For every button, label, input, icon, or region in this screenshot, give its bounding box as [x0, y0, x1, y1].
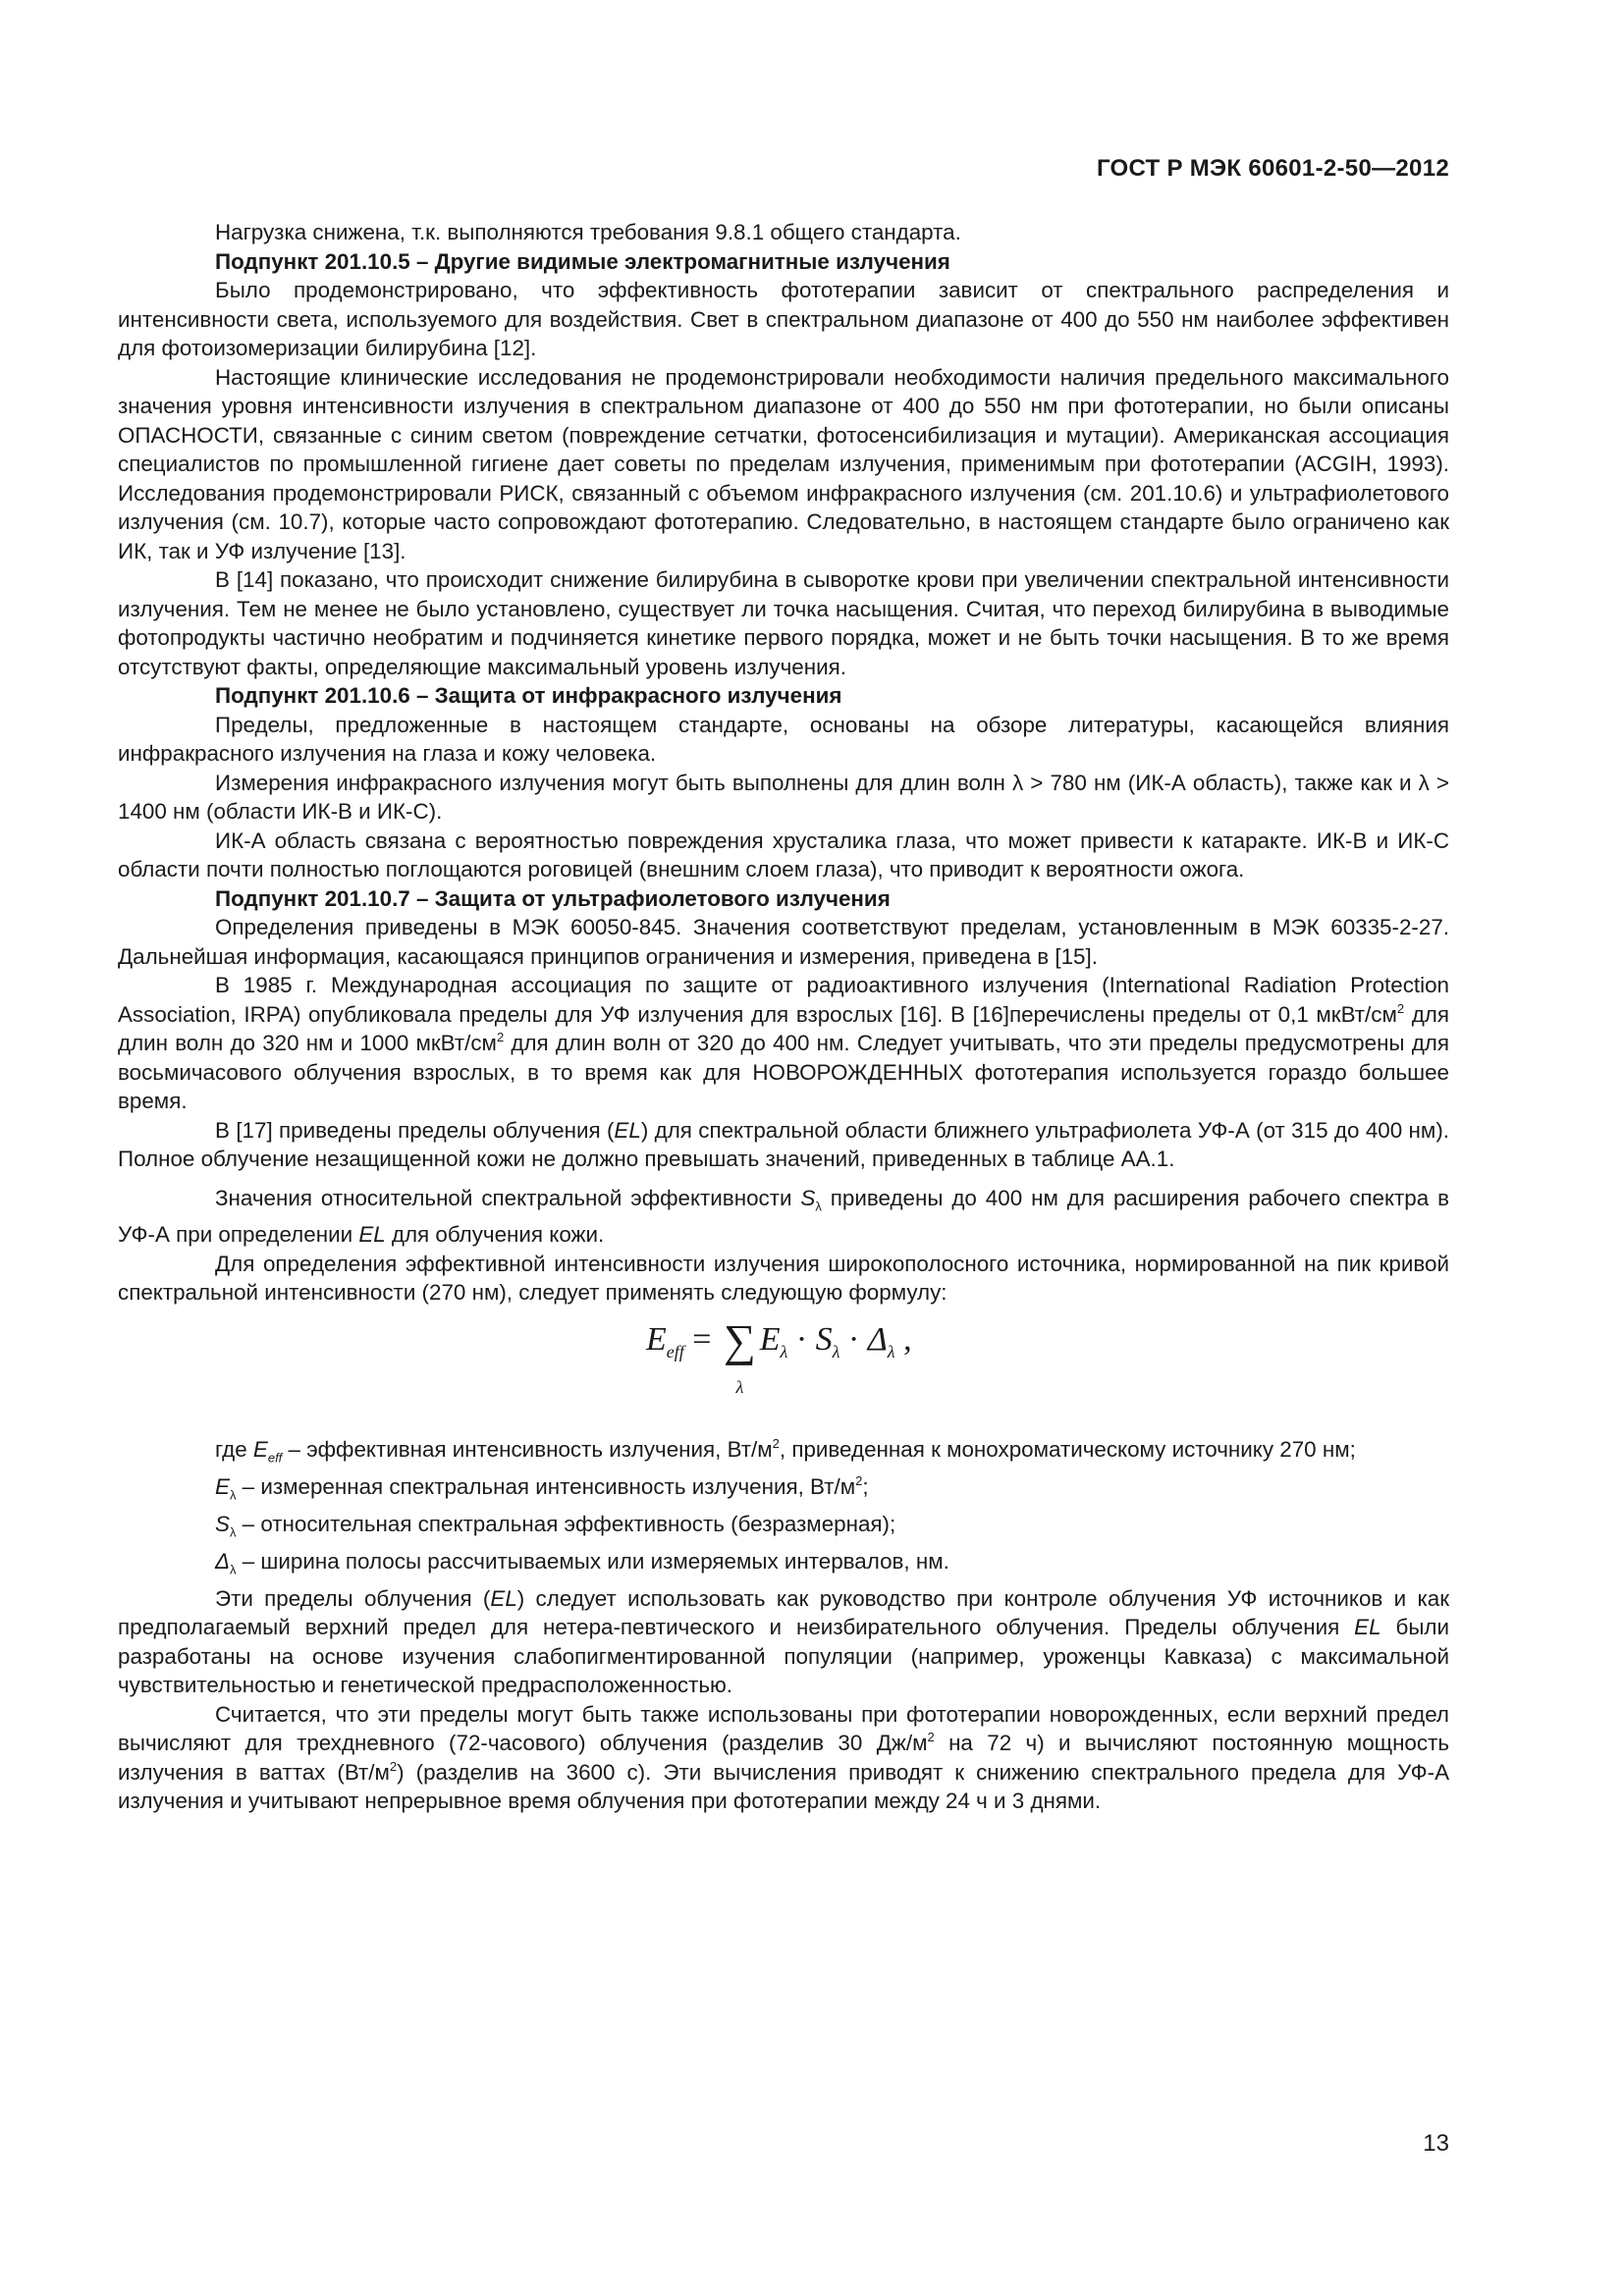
text-run: EL — [490, 1585, 517, 1611]
text-run: ) следует использовать как руководство при контроле облучения УФ источников и как предполагаемый верхний предел для нетера-певтического и неизбирательного облучения. Пределы облучения — [118, 1585, 1450, 1640]
formula-dot: · — [787, 1320, 816, 1358]
page-number: 13 — [1423, 2130, 1449, 2157]
text-run: EL — [614, 1117, 641, 1143]
text-run: – относительная спектральная эффективность (безразмерная); — [236, 1511, 896, 1536]
paragraph: Настоящие клинические исследования не продемонстрировали необходимости наличия предельного максимального значения уровня интенсивности излучения в спектральном диапазоне от 400 до 550 нм при фототерапии, но были описаны ОПАСНОСТИ, связанные с синим светом (повреждение сетчатки, фотосенсибилизация и мутации). Американская ассоциация специалистов по промышленной гигиене дает советы по пределам излучения, применимым при фототерапии (ACGIH, 1993). Исследования продемонстрировали РИСК, связанный с объемом инфракрасного излучения (см. 201.10.6) и ультрафиолетового излучения (см. 10.7), которые часто сопровождают фототерапию. Следовательно, в настоящем стандарте было ограничено как ИК, так и УФ излучение [13]. — [118, 364, 1449, 563]
text-run: – ширина полосы рассчитываемых или измеряемых интервалов, нм. — [236, 1548, 949, 1574]
sum-sign: ∑ — [723, 1314, 756, 1365]
text-run: В [17] приведены пределы облучения ( — [215, 1117, 615, 1143]
formula-block — [118, 1308, 1449, 1435]
text-run: EL — [358, 1222, 386, 1248]
subscript: eff — [267, 1450, 283, 1466]
section-heading: Подпункт 201.10.6 – Защита от инфракрасного излучения — [215, 683, 842, 708]
text-run: для длин волн от 320 до 400 нм. Следует учитывать, что эти пределы предусмотрены для восьмичасового облучения взрослых, в то время как для НОВОРОЖДЕННЫХ фототерапия используется гораздо большее время. — [118, 1031, 1449, 1113]
text-run: – эффективная интенсивность излучения, Вт/м — [282, 1436, 773, 1462]
superscript: 2 — [1396, 1000, 1405, 1016]
paragraph: Пределы, предложенные в настоящем стандарте, основаны на обзоре литературы, касающейся влияния инфракрасного излучения на глаза и кожу человека. — [118, 712, 1449, 766]
text-run: , приведенная к монохроматическому источнику 270 нм; — [779, 1436, 1356, 1462]
subscript: λ — [229, 1487, 237, 1503]
symbol: E — [215, 1473, 230, 1499]
subscript: λ — [230, 1562, 237, 1577]
symbol: S — [800, 1185, 816, 1210]
formula-dot: · — [839, 1320, 868, 1358]
text-run: ; — [862, 1473, 869, 1499]
formula-tail: , — [894, 1320, 912, 1358]
text-run: приведены до 400 нм для расширения рабочего спектра в УФ-А при определении — [118, 1185, 1449, 1248]
text-run: Считается, что эти пределы могут быть также использованы при фототерапии новорожденных, если верхний предел вычисляют для трехдневного (72-часового) облучения (разделив 30 Дж/м — [118, 1701, 1449, 1756]
formula-eq: = — [683, 1320, 720, 1358]
definition — [118, 1510, 1449, 1547]
definition — [118, 1547, 1449, 1584]
sum-symbol — [723, 1314, 756, 1397]
definition — [118, 1435, 1449, 1472]
symbol: Δ — [215, 1548, 231, 1574]
paragraph: ИК-А область связана с вероятностью повреждения хрусталика глаза, что может привести к катаракте. ИК-В и ИК-С области почти полностью поглощаются роговицей (внешним слоем глаза), что приводит к вероятности ожога. — [118, 828, 1449, 881]
formula — [646, 1314, 912, 1397]
formula-sub: λ — [832, 1341, 840, 1362]
paragraph: Измерения инфракрасного излучения могут быть выполнены для длин волн λ > 780 нм (ИК-А область), также как и λ > 1400 нм (области ИК-В и ИК-С). — [118, 770, 1449, 824]
text-run: где — [215, 1436, 253, 1462]
paragraph: Нагрузка снижена, т.к. выполняются требования 9.8.1 общего стандарта. — [215, 220, 961, 244]
superscript: 2 — [496, 1030, 505, 1044]
sum-index: λ — [735, 1376, 744, 1397]
superscript: 2 — [772, 1435, 780, 1451]
text-run: Эти пределы облучения ( — [215, 1585, 491, 1611]
text-run: EL — [1354, 1615, 1381, 1640]
text-run: ) для спектральной области ближнего ультрафиолета УФ-А (от 315 до 400 нм). Полное облучение незащищенной кожи не должно превышать значений, приведенных в таблице АА.1. — [118, 1117, 1449, 1171]
section-heading: Подпункт 201.10.7 – Защита от ультрафиолетового излучения — [215, 885, 891, 911]
text-run: – измеренная спектральная интенсивность излучения, Вт/м — [236, 1473, 856, 1499]
superscript: 2 — [389, 1758, 398, 1774]
text-run: были разработаны на основе изучения слабопигментированной популяции (например, уроженцы Кавказа) с максимальной чувствительностью и генетической предрасположенностью. — [118, 1615, 1449, 1698]
superscript: 2 — [927, 1730, 935, 1745]
text-run: Значения относительной спектральной эффективности — [215, 1185, 801, 1210]
text-run: для облучения кожи. — [385, 1222, 605, 1248]
superscript: 2 — [855, 1472, 863, 1488]
symbol: E — [252, 1436, 268, 1462]
formula-d: Δ — [867, 1320, 888, 1358]
paragraph — [118, 1116, 1449, 1174]
section-heading: Подпункт 201.10.5 – Другие видимые электромагнитные излучения — [215, 248, 950, 274]
subscript: λ — [815, 1198, 822, 1213]
formula-s: S — [815, 1320, 833, 1358]
paragraph: Было продемонстрировано, что эффективность фототерапии зависит от спектрального распределения и интенсивности света, используемого для воздействия. Свет в спектральном диапазоне от 400 до 550 нм наиболее эффективен для фотоизомеризации билирубина [12]. — [118, 278, 1449, 360]
text-run: на 72 ч) и вычисляют постоянную мощность излучения в ваттах (Вт/м — [118, 1731, 1449, 1785]
paragraph: В [14] показано, что происходит снижение билирубина в сыворотке крови при увеличении спектральной интенсивности излучения. Тем не менее не было установлено, существует ли точка насыщения. Считая, что переход билирубина в выводимые фотопродукты частично необратим и подчиняется кинетике первого порядка, может и не быть точки насыщения. В то же время отсутствуют факты, определяющие максимальный уровень излучения. — [118, 567, 1449, 679]
paragraph — [118, 1184, 1449, 1250]
formula-sub: λ — [887, 1341, 895, 1362]
formula-lhs-sub: eff — [666, 1341, 684, 1362]
formula-lhs: E — [646, 1320, 667, 1358]
text-run: В 1985 г. Международная ассоциация по защите от радиоактивного излучения (International Radiation Protection Association, IRPA) опубликовала пределы для УФ излучения для взрослых [16]. В [16]перечислены пределы от 0,1 мкВт/см — [118, 973, 1449, 1027]
document-body — [118, 218, 1449, 1816]
text-run: ) (разделив на 3600 с). Эти вычисления приводят к снижению спектрального предела для УФ-А излучения и учитывают непрерывное время облучения при фототерапии между 24 ч и 3 днями. — [118, 1759, 1450, 1814]
paragraph: Для определения эффективной интенсивности излучения широкополосного источника, нормированной на пик кривой спектральной интенсивности (270 нм), следует применять следующую формулу: — [118, 1251, 1449, 1306]
paragraph: Определения приведены в МЭК 60050-845. Значения соответствуют пределам, установленным в МЭК 60335-2-27. Дальнейшая информация, касающаяся принципов ограничения и измерения, приведена в [15]. — [118, 915, 1449, 969]
text-run: для длин волн до 320 нм и 1000 мкВт/см — [118, 1001, 1449, 1055]
formula-e: E — [759, 1320, 781, 1358]
symbol: S — [215, 1511, 230, 1536]
definition — [118, 1472, 1449, 1510]
paragraph — [118, 971, 1449, 1116]
document-header: ГОСТ Р МЭК 60601-2-50—2012 — [1096, 155, 1449, 182]
paragraph — [118, 1584, 1449, 1700]
formula-sub: λ — [780, 1341, 788, 1362]
paragraph — [118, 1700, 1449, 1816]
subscript: λ — [229, 1524, 237, 1540]
